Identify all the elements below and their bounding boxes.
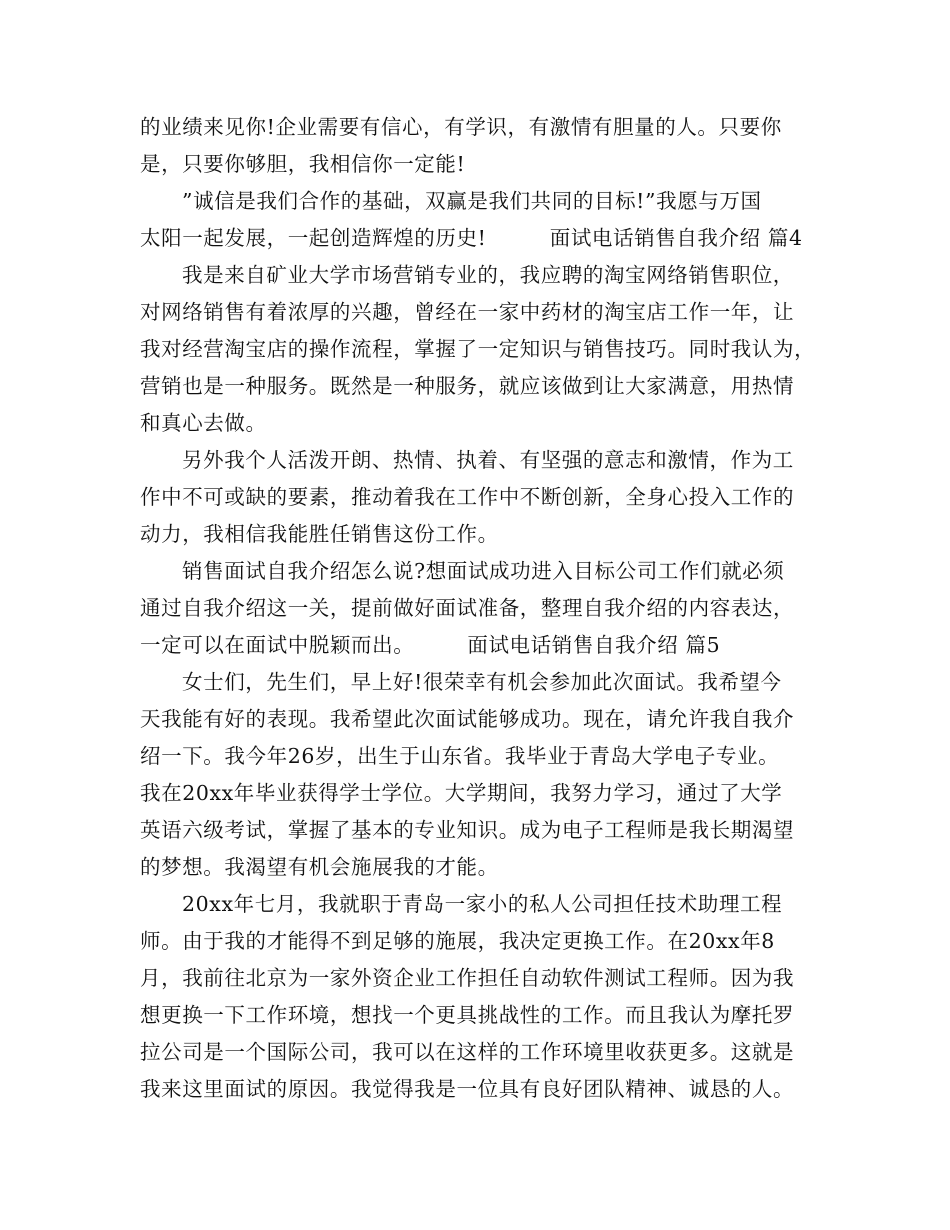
text-line: 和真心去做。: [140, 411, 267, 435]
text-line: 是，只要你够胆，我相信你一定能!: [140, 152, 466, 176]
text-line: 拉公司是一个国际公司，我可以在这样的工作环境里收获更多。这就是: [140, 1040, 795, 1064]
text-line: 一定可以在面试中脱颖而出。 面试电话销售自我介绍 篇5: [140, 633, 721, 657]
text-line: 另外我个人活泼开朗、热情、执着、有坚强的意志和激情，作为工: [182, 448, 794, 472]
text-line: 我是来自矿业大学市场营销专业的，我应聘的淘宝网络销售职位，: [182, 263, 794, 287]
text-line: 月，我前往北京为一家外资企业工作担任自动软件测试工程师。因为我: [140, 966, 795, 990]
text-line: 20xx年七月，我就职于青岛一家小的私人公司担任技术助理工程: [182, 892, 783, 916]
text-line: 我来这里面试的原因。我觉得我是一位具有良好团队精神、诚恳的人。: [140, 1077, 795, 1101]
text-line: 营销也是一种服务。既然是一种服务，就应该做到让大家满意，用热情: [140, 374, 795, 398]
text-line: 作中不可或缺的要素，推动着我在工作中不断创新，全身心投入工作的: [140, 485, 795, 509]
text-line: 我在20xx年毕业获得学士学位。大学期间，我努力学习，通过了大学: [140, 781, 783, 805]
text-line: 我对经营淘宝店的操作流程，掌握了一定知识与销售技巧。同时我认为，: [140, 337, 816, 361]
text-line: 对网络销售有着浓厚的兴趣，曾经在一家中药材的淘宝店工作一年，让: [140, 300, 795, 324]
text-line: 通过自我介绍这一关，提前做好面试准备，整理自我介绍的内容表达，: [140, 596, 795, 620]
text-line: 绍一下。我今年26岁，出生于山东省。我毕业于青岛大学电子专业。: [140, 744, 780, 768]
text-line: ”诚信是我们合作的基础，双赢是我们共同的目标!”我愿与万国: [182, 189, 762, 213]
text-line: 女士们，先生们，早上好!很荣幸有机会参加此次面试。我希望今: [182, 670, 782, 694]
text-line: 销售面试自我介绍怎么说?想面试成功进入目标公司工作们就必须: [182, 559, 785, 583]
text-line: 师。由于我的才能得不到足够的施展，我决定更换工作。在20xx年8: [140, 929, 775, 953]
text-line: 天我能有好的表现。我希望此次面试能够成功。现在，请允许我自我介: [140, 707, 795, 731]
text-line: 想更换一下工作环境，想找一个更具挑战性的工作。而且我认为摩托罗: [140, 1003, 795, 1027]
text-line: 的业绩来见你!企业需要有信心，有学识，有激情有胆量的人。只要你: [140, 115, 782, 139]
text-line: 太阳一起发展，一起创造辉煌的历史! 面试电话销售自我介绍 篇4: [140, 226, 803, 250]
text-line: 动力，我相信我能胜任销售这份工作。: [140, 522, 499, 546]
text-line: 的梦想。我渴望有机会施展我的才能。: [140, 855, 499, 879]
text-line: 英语六级考试，掌握了基本的专业知识。成为电子工程师是我长期渴望: [140, 818, 795, 842]
